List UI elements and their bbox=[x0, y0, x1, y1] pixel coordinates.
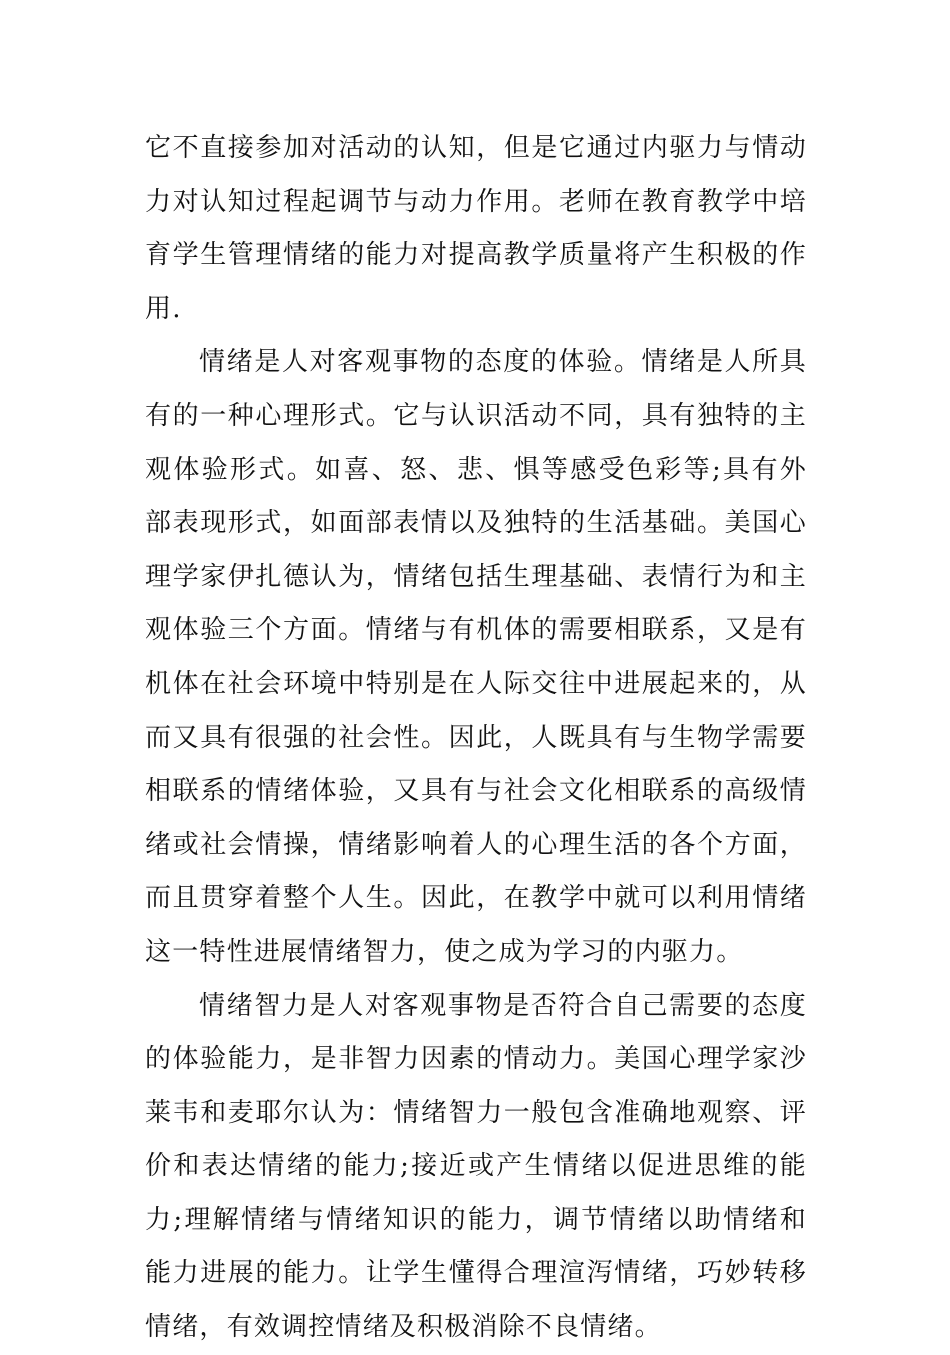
paragraph-2: 情绪是人对客观事物的态度的体验。情绪是人所具有的一种心理形式。它与认识活动不同，具有独特的主观体验形式。如喜、怒、悲、惧等感受色彩等;具有外部表现形式，如面部表情以及独特的生活基础。美国心理学家伊扎德认为，情绪包括生理基础、表情行为和主观体验三个方面。情绪与有机体的需要相联系，又是有机体在社会环境中特别是在人际交往中进展起来的，从而又具有很强的社会性。因此，人既具有与生物学需要相联系的情绪体验，又具有与社会文化相联系的高级情绪或社会情操，情绪影响着人的心理生活的各个方面，而且贯穿着整个人生。因此，在教学中就可以利用情绪这一特性进展情绪智力，使之成为学习的内驱力。 bbox=[145, 347, 807, 967]
paragraph-3: 情绪智力是人对客观事物是否符合自己需要的态度的体验能力，是非智力因素的情动力。美国心理学家沙莱韦和麦耶尔认为：情绪智力一般包含准确地观察、评价和表达情绪的能力;接近或产生情绪以促进思维的能力;理解情绪与情绪知识的能力，调节情绪以助情绪和能力进展的能力。让学生懂得合理渲泻情绪，巧妙转移情绪，有效调控情绪及积极消除不良情绪。 bbox=[145, 990, 807, 1343]
document-body bbox=[145, 122, 807, 1355]
paragraph-1: 它不直接参加对活动的认知，但是它通过内驱力与情动力对认知过程起调节与动力作用。老师在教育教学中培育学生管理情绪的能力对提高教学质量将产生积极的作用. bbox=[145, 133, 807, 324]
